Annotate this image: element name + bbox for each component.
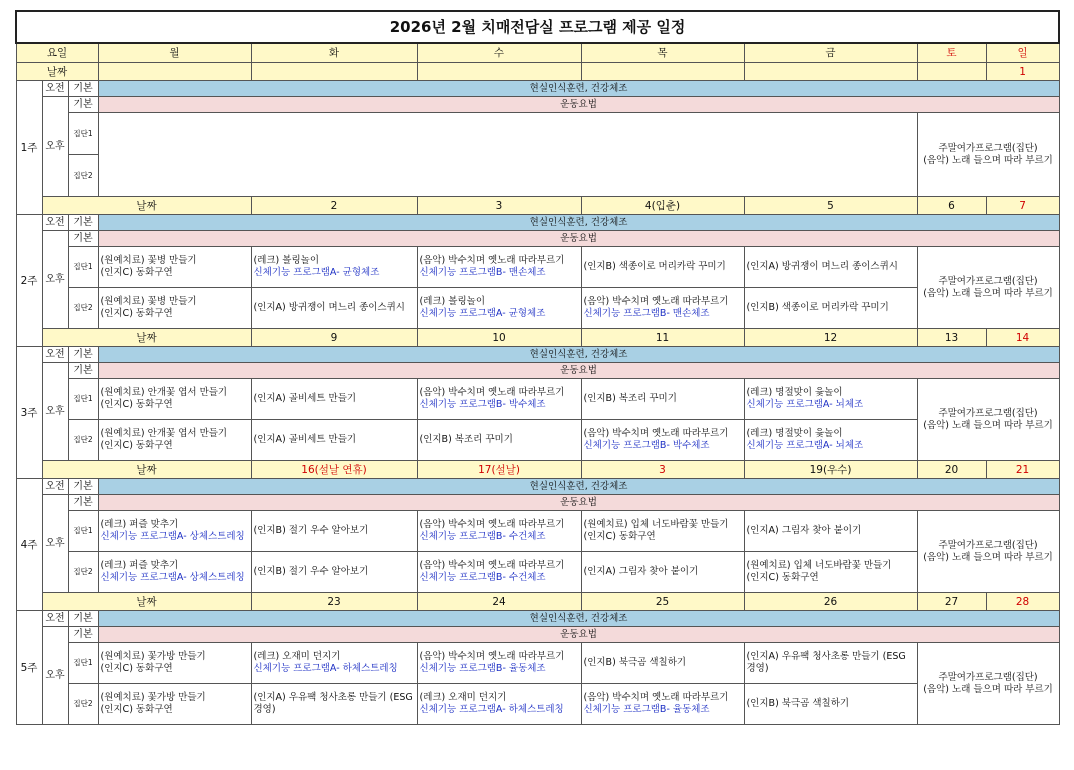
group-label: 집단1 (68, 643, 98, 684)
date-cell: 17(설날) (417, 461, 581, 479)
program-primary: (레크) 퍼즐 맞추기 (100, 519, 179, 530)
program-secondary: (인지C) 동화구연 (100, 267, 173, 278)
week-label: 3주 (16, 347, 42, 479)
program-primary: (원예치료) 꽃병 만들기 (100, 255, 197, 266)
program-primary: (음악) 박수치며 옛노래 따라부르기 (583, 296, 729, 307)
date-label: 날짜 (16, 63, 98, 81)
group-label: 집단2 (68, 288, 98, 329)
program-primary: (인지A) 골비세트 만들기 (253, 393, 357, 404)
weekend-program-title: 주말여가프로그램(집단) (938, 671, 1038, 683)
program-secondary: (인지C) 동화구연 (100, 440, 173, 451)
program-cell (744, 684, 917, 725)
program-primary: (인지A) 골비세트 만들기 (253, 434, 357, 445)
group-row (16, 420, 1059, 461)
program-primary: (인지A) 그림자 찾아 붙이기 (583, 566, 699, 577)
program-cell (417, 511, 581, 552)
date-cell: 14 (986, 329, 1059, 347)
weekday-header-row (16, 43, 1059, 63)
group-label: 집단1 (68, 379, 98, 420)
date-cell (98, 63, 251, 81)
weekend-program-detail: (음악) 노래 들으며 따라 부르기 (923, 551, 1053, 563)
pm-basic-row (16, 627, 1059, 643)
pm-basic-row (16, 495, 1059, 511)
program-primary: (인지B) 복조리 꾸미기 (419, 434, 513, 445)
date-cell: 23 (251, 593, 417, 611)
date-cell: 1 (986, 63, 1059, 81)
basic-label: 기본 (68, 495, 98, 511)
program-primary: (원예치료) 입체 너도바람꽃 만들기 (746, 560, 892, 571)
program-primary: (인지A) 우유팩 청사초롱 만들기 (ESG경영) (253, 692, 413, 715)
weekend-program-title: 주말여가프로그램(집단) (938, 539, 1038, 551)
program-cell (417, 552, 581, 593)
program-primary: (원예치료) 꽃가방 만들기 (100, 651, 206, 662)
group-row (16, 684, 1059, 725)
program-cell (581, 643, 744, 684)
basic-label: 기본 (68, 81, 98, 97)
group-label: 집단2 (68, 684, 98, 725)
program-cell (98, 511, 251, 552)
program-primary: (인지A) 그림자 찾아 붙이기 (746, 525, 862, 536)
group-row (16, 113, 1059, 155)
program-cell (98, 684, 251, 725)
program-cell (251, 684, 417, 725)
program-primary: (인지A) 방귀쟁이 며느리 종이스퀴시 (746, 261, 898, 272)
group-label: 집단1 (68, 113, 98, 155)
day-sat: 토 (917, 43, 986, 63)
date-cell: 27 (917, 593, 986, 611)
am-label: 오전 (42, 479, 68, 495)
program-primary: (음악) 박수치며 옛노래 따라부르기 (419, 387, 565, 398)
program-cell (581, 511, 744, 552)
weekend-program-cell (917, 511, 1059, 593)
weekend-program-cell (917, 379, 1059, 461)
program-cell (744, 511, 917, 552)
pm-label: 오후 (42, 97, 68, 197)
date-cell: 11 (581, 329, 744, 347)
date-cell (251, 63, 417, 81)
pm-basic-row (16, 231, 1059, 247)
date-cell: 10 (417, 329, 581, 347)
pm-program-band: 운동요법 (98, 97, 1059, 113)
group-row (16, 552, 1059, 593)
program-primary: (원예치료) 안개꽃 엽서 만들기 (100, 428, 228, 439)
date-cell (917, 63, 986, 81)
program-primary: (음악) 박수치며 옛노래 따라부르기 (419, 519, 565, 530)
program-cell (581, 379, 744, 420)
program-secondary: 신체기능 프로그램A- 뇌체조 (746, 399, 864, 410)
program-cell (581, 552, 744, 593)
date-cell (744, 63, 917, 81)
date-cell: 6 (917, 197, 986, 215)
program-secondary: 신체기능 프로그램A- 하체스트레칭 (419, 704, 564, 715)
pm-program-band: 운동요법 (98, 231, 1059, 247)
program-primary: (레크) 명절맞이 윷놀이 (746, 387, 843, 398)
program-cell (251, 552, 417, 593)
day-thu: 목 (581, 43, 744, 63)
week-label: 5주 (16, 611, 42, 725)
program-primary: (인지A) 우유팩 청사초롱 만들기 (ESG경영) (746, 651, 906, 674)
program-secondary: (인지C) 동화구연 (100, 704, 173, 715)
basic-label: 기본 (68, 627, 98, 643)
program-cell (581, 684, 744, 725)
date-cell: 3 (581, 461, 744, 479)
program-cell (417, 643, 581, 684)
basic-label: 기본 (68, 479, 98, 495)
pm-label: 오후 (42, 495, 68, 593)
am-row (16, 81, 1059, 97)
basic-label: 기본 (68, 611, 98, 627)
day-fri: 금 (744, 43, 917, 63)
program-secondary: 신체기능 프로그램A- 균형체조 (253, 267, 380, 278)
weekend-program-detail: (음악) 노래 들으며 따라 부르기 (923, 154, 1053, 166)
group-label: 집단2 (68, 420, 98, 461)
group-label: 집단2 (68, 552, 98, 593)
am-program-band: 현실인식훈련, 건강체조 (98, 81, 1059, 97)
program-primary: (인지B) 색종이로 머리카락 꾸미기 (746, 302, 889, 313)
pm-label: 오후 (42, 363, 68, 461)
date-label: 날짜 (42, 461, 251, 479)
date-label: 날짜 (42, 593, 251, 611)
program-primary: (음악) 박수치며 옛노래 따라부르기 (583, 428, 729, 439)
program-secondary: 신체기능 프로그램A- 상체스트레칭 (100, 572, 245, 583)
weekend-program-cell (917, 113, 1059, 197)
program-cell (251, 379, 417, 420)
day-tue: 화 (251, 43, 417, 63)
am-row (16, 611, 1059, 627)
weekend-program-title: 주말여가프로그램(집단) (938, 142, 1038, 154)
page-title: 2026년 2월 치매전담실 프로그램 제공 일정 (16, 11, 1059, 43)
program-cell (251, 288, 417, 329)
program-secondary: (인지C) 동화구연 (583, 531, 656, 542)
program-secondary: 신체기능 프로그램B- 박수체조 (583, 440, 710, 451)
program-cell (744, 643, 917, 684)
week-label: 4주 (16, 479, 42, 611)
am-program-band: 현실인식훈련, 건강체조 (98, 347, 1059, 363)
program-primary: (인지B) 북극곰 색칠하기 (746, 698, 850, 709)
program-primary: (원예치료) 안개꽃 엽서 만들기 (100, 387, 228, 398)
date-cell: 13 (917, 329, 986, 347)
am-row (16, 479, 1059, 495)
program-cell (581, 420, 744, 461)
group-label: 집단1 (68, 511, 98, 552)
program-cell (417, 684, 581, 725)
pm-program-band: 운동요법 (98, 627, 1059, 643)
program-secondary: 신체기능 프로그램B- 율동체조 (583, 704, 710, 715)
program-cell (417, 247, 581, 288)
date-cell: 2 (251, 197, 417, 215)
program-primary: (원예치료) 꽃병 만들기 (100, 296, 197, 307)
program-secondary: 신체기능 프로그램A- 상체스트레칭 (100, 531, 245, 542)
program-cell (744, 420, 917, 461)
program-secondary: 신체기능 프로그램A- 균형체조 (419, 308, 546, 319)
basic-label: 기본 (68, 347, 98, 363)
am-label: 오전 (42, 347, 68, 363)
basic-label: 기본 (68, 231, 98, 247)
program-secondary: (인지C) 동화구연 (746, 572, 819, 583)
program-primary: (인지B) 복조리 꾸미기 (583, 393, 677, 404)
program-cell (251, 420, 417, 461)
program-primary: (음악) 박수치며 옛노래 따라부르기 (419, 560, 565, 571)
program-cell (744, 247, 917, 288)
date-row (16, 593, 1059, 611)
am-label: 오전 (42, 611, 68, 627)
program-cell (581, 247, 744, 288)
group-label: 집단2 (68, 155, 98, 197)
date-cell: 7 (986, 197, 1059, 215)
program-primary: (인지B) 절기 우수 알아보기 (253, 566, 369, 577)
program-secondary: (인지C) 동화구연 (100, 308, 173, 319)
empty-program-area (98, 113, 917, 197)
am-program-band: 현실인식훈련, 건강체조 (98, 611, 1059, 627)
pm-basic-row (16, 97, 1059, 113)
day-mon: 월 (98, 43, 251, 63)
program-secondary: 신체기능 프로그램A- 하체스트레칭 (253, 663, 398, 674)
date-cell: 16(설날 연휴) (251, 461, 417, 479)
basic-label: 기본 (68, 363, 98, 379)
program-cell (98, 247, 251, 288)
group-row (16, 511, 1059, 552)
program-secondary: 신체기능 프로그램B- 박수체조 (419, 399, 546, 410)
program-cell (744, 552, 917, 593)
am-row (16, 215, 1059, 231)
program-primary: (음악) 박수치며 옛노래 따라부르기 (583, 692, 729, 703)
week-label: 1주 (16, 81, 42, 215)
pm-program-band: 운동요법 (98, 363, 1059, 379)
program-secondary: 신체기능 프로그램B- 맨손체조 (583, 308, 710, 319)
program-primary: (레크) 오재미 던지기 (419, 692, 507, 703)
program-primary: (인지B) 색종이로 머리카락 꾸미기 (583, 261, 726, 272)
date-cell: 12 (744, 329, 917, 347)
program-cell (98, 552, 251, 593)
am-program-band: 현실인식훈련, 건강체조 (98, 479, 1059, 495)
am-label: 오전 (42, 215, 68, 231)
program-secondary: 신체기능 프로그램B- 맨손체조 (419, 267, 546, 278)
program-cell (417, 420, 581, 461)
program-cell (98, 643, 251, 684)
group-row (16, 247, 1059, 288)
program-secondary: 신체기능 프로그램A- 뇌체조 (746, 440, 864, 451)
weekend-program-cell (917, 643, 1059, 725)
group-label: 집단1 (68, 247, 98, 288)
date-row (16, 329, 1059, 347)
date-cell: 24 (417, 593, 581, 611)
pm-label: 오후 (42, 231, 68, 329)
date-cell: 9 (251, 329, 417, 347)
program-primary: (레크) 오재미 던지기 (253, 651, 341, 662)
program-secondary: 신체기능 프로그램B- 율동체조 (419, 663, 546, 674)
program-cell (98, 288, 251, 329)
date-label: 날짜 (42, 197, 251, 215)
date-cell: 4(입춘) (581, 197, 744, 215)
basic-label: 기본 (68, 215, 98, 231)
group-row (16, 379, 1059, 420)
program-primary: (원예치료) 입체 너도바람꽃 만들기 (583, 519, 729, 530)
program-cell (581, 288, 744, 329)
program-cell (251, 643, 417, 684)
weekend-program-cell (917, 247, 1059, 329)
program-primary: (인지A) 방귀쟁이 며느리 종이스퀴시 (253, 302, 405, 313)
date-cell: 19(우수) (744, 461, 917, 479)
program-cell (251, 511, 417, 552)
weekday-label: 요일 (16, 43, 98, 63)
am-row (16, 347, 1059, 363)
day-sun: 일 (986, 43, 1059, 63)
date-cell (417, 63, 581, 81)
program-primary: (인지B) 절기 우수 알아보기 (253, 525, 369, 536)
date-cell: 3 (417, 197, 581, 215)
date-row (16, 461, 1059, 479)
weekend-program-detail: (음악) 노래 들으며 따라 부르기 (923, 419, 1053, 431)
program-cell (417, 379, 581, 420)
date-cell: 21 (986, 461, 1059, 479)
program-secondary: 신체기능 프로그램B- 수건체조 (419, 572, 546, 583)
program-cell (98, 420, 251, 461)
weekend-program-title: 주말여가프로그램(집단) (938, 407, 1038, 419)
week-label: 2주 (16, 215, 42, 347)
program-cell (744, 288, 917, 329)
program-primary: (원예치료) 꽃가방 만들기 (100, 692, 206, 703)
date-cell: 20 (917, 461, 986, 479)
date-cell: 26 (744, 593, 917, 611)
program-primary: (레크) 볼링놀이 (253, 255, 319, 266)
date-row (16, 197, 1059, 215)
program-cell (98, 379, 251, 420)
weekend-program-detail: (음악) 노래 들으며 따라 부르기 (923, 683, 1053, 695)
program-primary: (인지B) 북극곰 색칠하기 (583, 657, 687, 668)
schedule-table (15, 10, 1060, 725)
program-cell (417, 288, 581, 329)
group-row (16, 643, 1059, 684)
am-label: 오전 (42, 81, 68, 97)
program-primary: (레크) 퍼즐 맞추기 (100, 560, 179, 571)
day-wed: 수 (417, 43, 581, 63)
weekend-program-title: 주말여가프로그램(집단) (938, 275, 1038, 287)
pm-label: 오후 (42, 627, 68, 725)
weekend-program-detail: (음악) 노래 들으며 따라 부르기 (923, 287, 1053, 299)
am-program-band: 현실인식훈련, 건강체조 (98, 215, 1059, 231)
program-cell (744, 379, 917, 420)
date-row (16, 63, 1059, 81)
pm-basic-row (16, 363, 1059, 379)
program-primary: (음악) 박수치며 옛노래 따라부르기 (419, 255, 565, 266)
date-cell: 25 (581, 593, 744, 611)
date-cell: 28 (986, 593, 1059, 611)
date-cell (581, 63, 744, 81)
program-primary: (레크) 볼링놀이 (419, 296, 485, 307)
date-label: 날짜 (42, 329, 251, 347)
program-primary: (레크) 명절맞이 윷놀이 (746, 428, 843, 439)
date-cell: 5 (744, 197, 917, 215)
pm-program-band: 운동요법 (98, 495, 1059, 511)
program-secondary: 신체기능 프로그램B- 수건체조 (419, 531, 546, 542)
program-secondary: (인지C) 동화구연 (100, 663, 173, 674)
group-row (16, 288, 1059, 329)
program-secondary: (인지C) 동화구연 (100, 399, 173, 410)
program-cell (251, 247, 417, 288)
program-primary: (음악) 박수치며 옛노래 따라부르기 (419, 651, 565, 662)
basic-label: 기본 (68, 97, 98, 113)
